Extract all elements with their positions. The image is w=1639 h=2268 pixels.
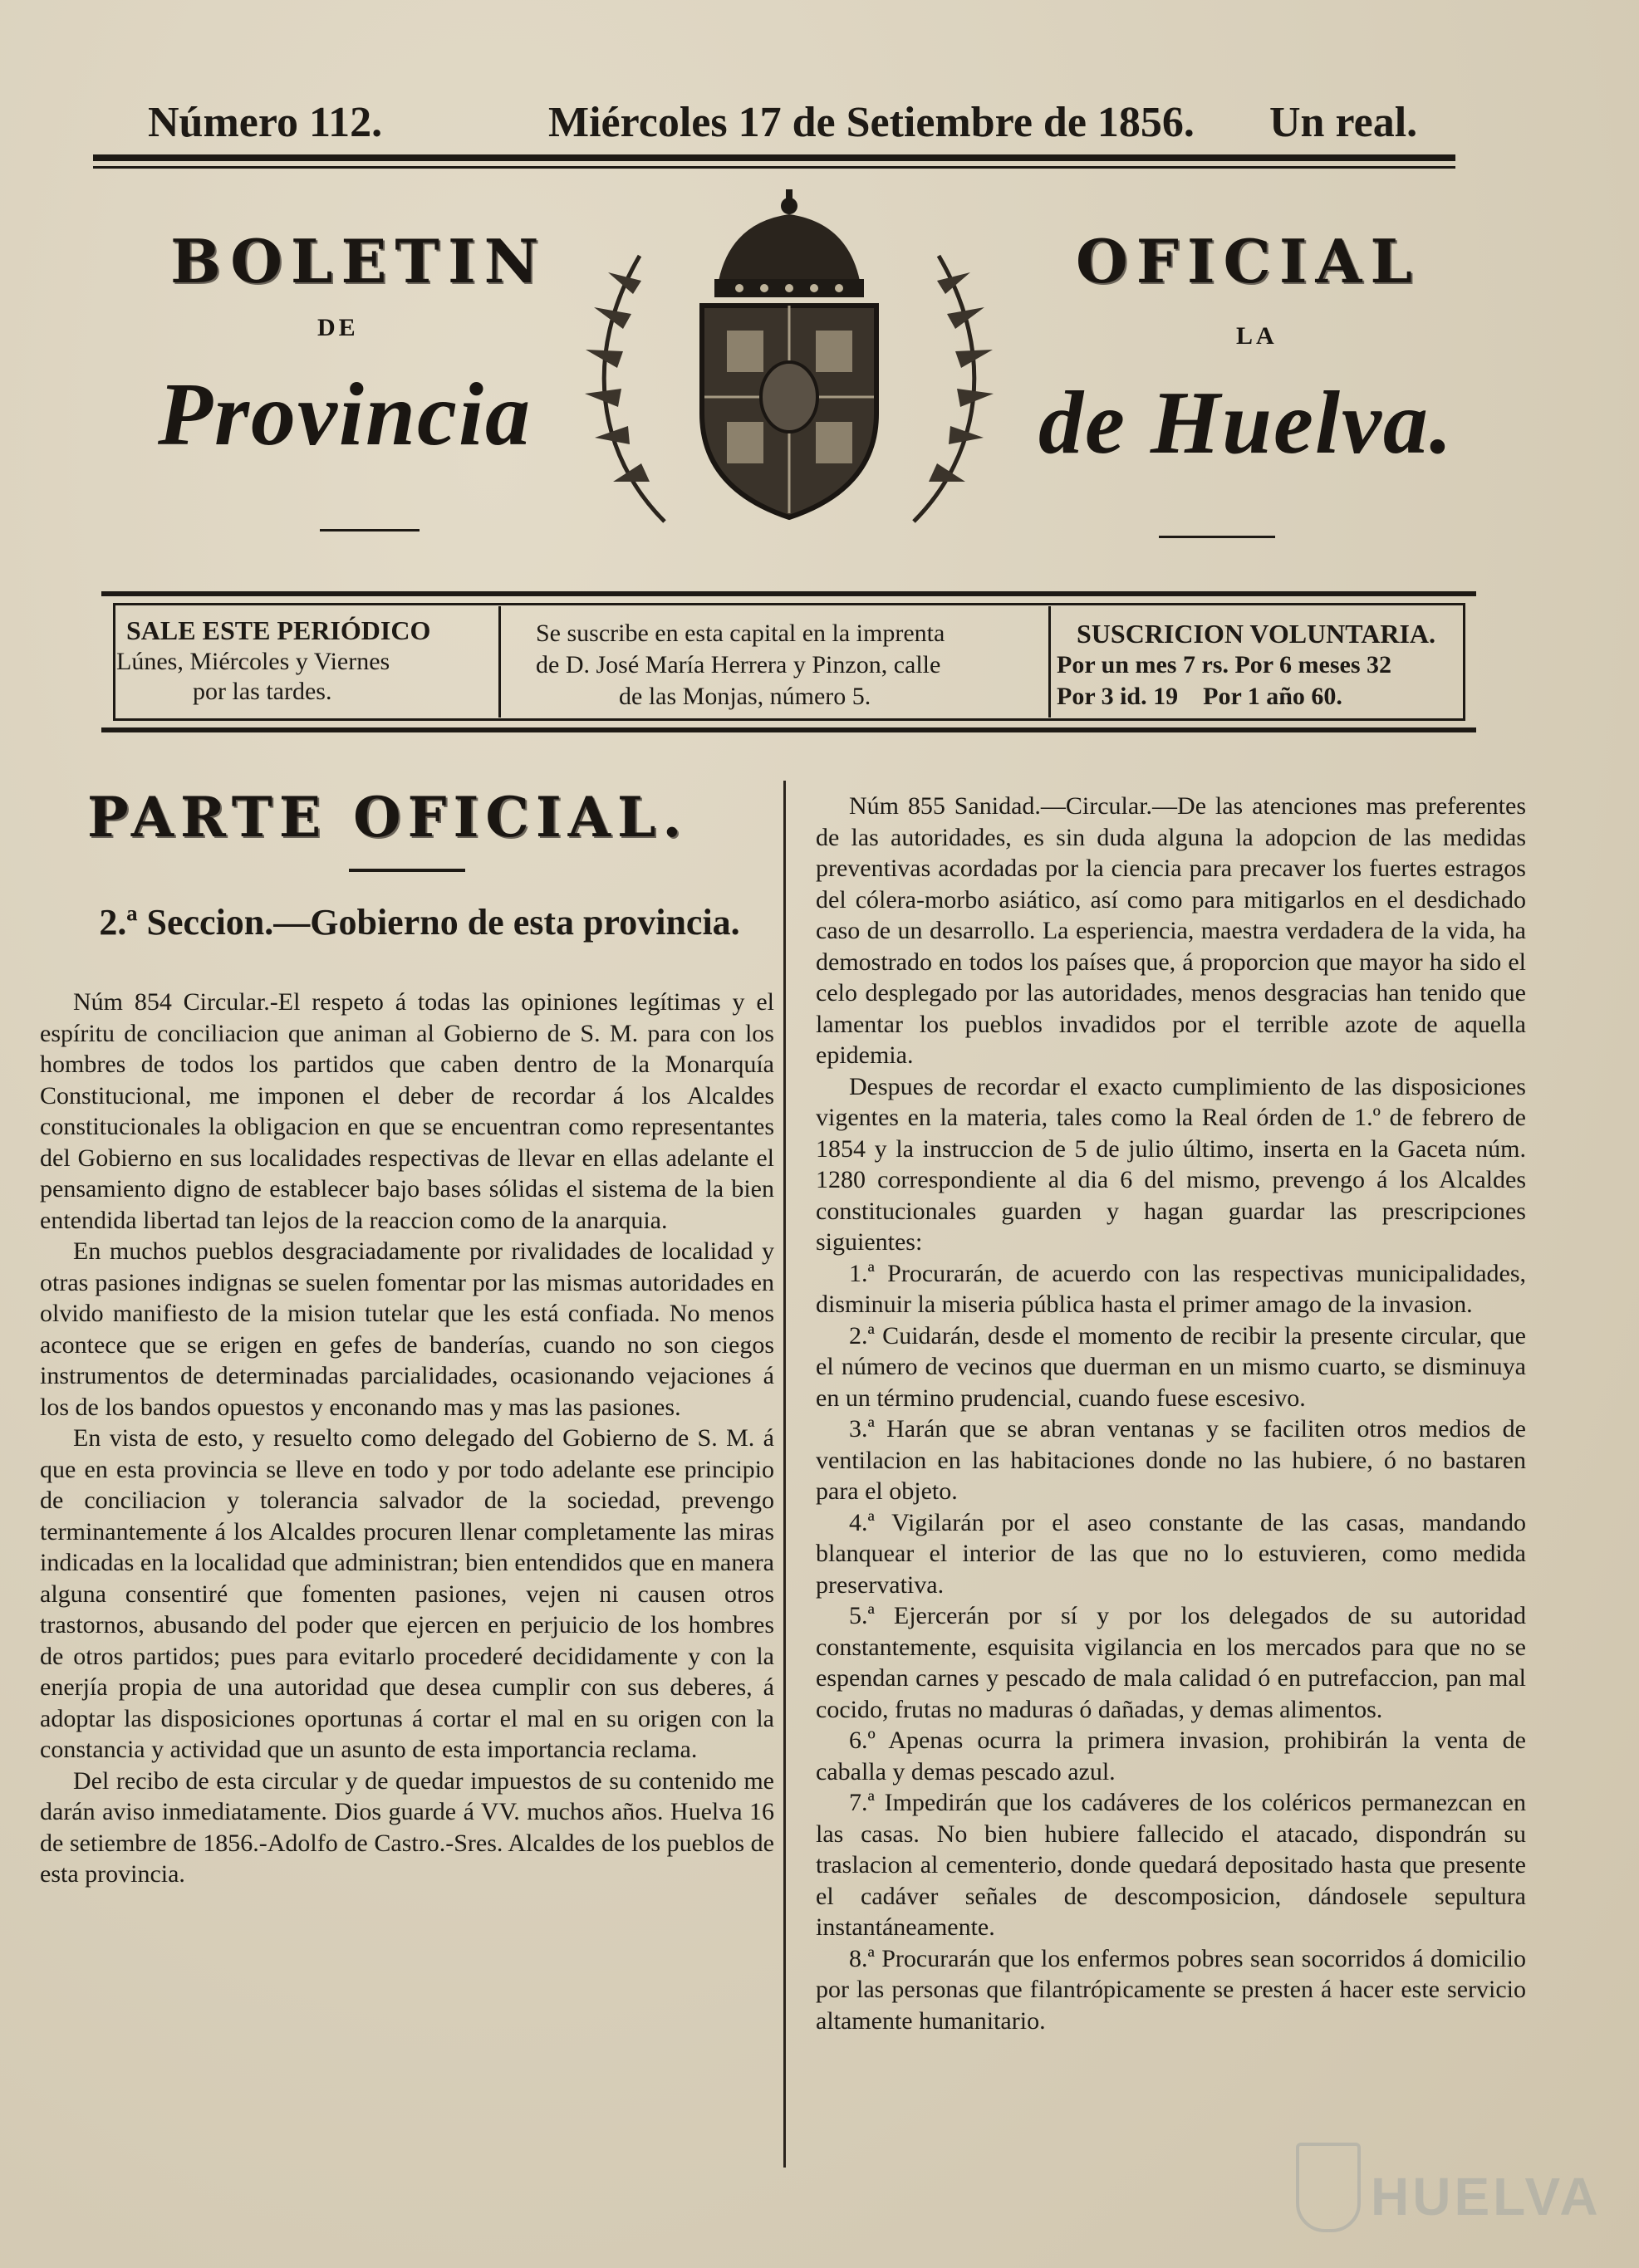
title-huelva: de Huelva. <box>1038 374 1454 473</box>
box-right-line1: Por un mes 7 rs. Por 6 meses 32 <box>1057 651 1392 678</box>
prescription-3: 3.ª Harán que se abran ventanas y se faciliten otros medios de ventilacion en las habitaciones donde no las hubiere, ó no bastaren para el objeto. <box>816 1415 1526 1505</box>
top-rule-thick <box>93 154 1455 161</box>
box-middle-line2: de D. José María Herrera y Pinzon, calle <box>536 651 941 678</box>
circular-854-p2: En muchos pueblos desgraciadamente por rivalidades de localidad y otras pasiones indignas se suelen fomentar por las mismas autoridades en olvido manifiesto de la mision tutelar que les está confiada. No menos acontece que se erigen en gefes de banderías, cuando no son ciegos instrumentos de determinadas parcialidades, ocasionando vejaciones á los de los bandos opuestos y enconando mas y mas las pasiones. <box>40 1237 774 1421</box>
box-left-line1: Lúnes, Miércoles y Viernes <box>116 648 390 675</box>
box-right-title: SUSCRICION VOLUNTARIA. <box>1077 619 1436 649</box>
circular-854-p3: En vista de esto, y resuelto como delegado del Gobierno de S. M. á que en esta provincia se lleve en todo y por todo adelante ese principio de conciliacion y tolerancia salvador de la sociedad, prevengo terminantemente á los Alcaldes procuren llenar completamente las miras indicadas en la localidad que administran; bien entendidos que en manera alguna consentiré que fomenten pasiones, vejen ni causen otros trastornos, abusando del poder que ejercen en perjuicio de los hombres de otros partidos; pues para evitarlo procederé decididamente y con la enerjía propia de una autoridad que desea cumplir con sus deberes, á adoptar las disposiciones oportunas á cortar el mal en su origen con la constancia y actividad que un asunto de esta importancia reclama. <box>40 1424 774 1763</box>
issue-price: Un real. <box>1269 99 1418 146</box>
circular-855-p1: Núm 855 Sanidad.—Circular.—De las atenciones mas preferentes de las autoridades, es sin duda alguna la adopcion de las medidas preventivas acordadas por la ciencia para precaver los fuertes estragos del cólera-morbo asiático, así como para mitigarlos en el desdichado caso de un desarrollo. La esperiencia, maestra verdadera de la vida, ha demostrado en todos los países que, á proporcion que mayor ha sido el celo desplegado por las autoridades, menos desgracias han tenido que lamentar los pueblos invadidos por el terrible azote de aquella epidemia. <box>816 792 1526 1069</box>
prescription-6: 6.º Apenas ocurra la primera invasion, prohibirán la venta de caballa y demas pescado azul. <box>816 1727 1526 1785</box>
top-rule-thin <box>93 166 1455 169</box>
section-heading: 2.ª Seccion.—Gobierno de esta provincia. <box>99 902 740 943</box>
prescription-4: 4.ª Vigilarán por el aseo constante de las casas, mandando blanquear el interior de las que no lo estuvieren, como medida preservativa. <box>816 1508 1526 1599</box>
flourish-left <box>320 529 420 531</box>
circular-854-p4: Del recibo de esta circular y de quedar impuestos de su contenido me darán aviso inmediatamente. Dios guarde á VV. muchos años. Huelva 16 de setiembre de 1856.-Adolfo de Castro.-Sres. Alcaldes de los pueblos de esta provincia. <box>40 1766 774 1888</box>
left-column-text <box>40 987 774 1890</box>
box-left-line2: por las tardes. <box>193 678 332 705</box>
prescription-5: 5.ª Ejercerán por sí y por los delegados de su autoridad constantemente, esquisita vigilancia en los mercados para que no se espendan carnes y pescado de mala calidad ó en putrefaccion, pan mal cocido, frutas no maduras ó dañadas, y demas alimentos. <box>816 1602 1526 1723</box>
issue-number: Número 112. <box>148 99 383 146</box>
column-divider <box>783 781 786 2168</box>
box-right-line2: Por 3 id. 19 Por 1 año 60. <box>1057 683 1342 710</box>
flourish-right <box>1159 536 1275 538</box>
issue-date: Miércoles 17 de Setiembre de 1856. <box>548 99 1195 146</box>
title-de: DE <box>317 314 359 341</box>
title-word-oficial: OFICIAL <box>1076 226 1421 296</box>
watermark-shield-icon <box>1296 2143 1361 2232</box>
prescription-2: 2.ª Cuidarán, desde el momento de recibir la presente circular, que el número de vecinos que duerman en un mismo cuarto, se disminuya en un término prudencial, cuando fuese escesivo. <box>816 1321 1526 1412</box>
prescription-1: 1.ª Procurarán, de acuerdo con las respectivas municipalidades, disminuir la miseria pública hasta el primer amago de la invasion. <box>816 1259 1526 1318</box>
box-middle-line1: Se suscribe en esta capital en la imprenta <box>536 620 945 647</box>
watermark-label: HUELVA <box>1371 2167 1602 2226</box>
title-word-boletin: BOLETIN <box>170 226 547 296</box>
prescription-8: 8.ª Procurarán que los enfermos pobres sean socorridos á domicilio por las personas que filantrópicamente se presten á hacer este servicio altamente humanitario. <box>816 1944 1526 2035</box>
circular-855-p2: Despues de recordar el exacto cumplimiento de las disposiciones vigentes en la materia, tales como la Real órden de 1.º de febrero de 1854 y la instruccion de 5 de julio último, inserta en la Gaceta núm. 1280 correspondiente al dia 6 del mismo, prevengo á los Alcaldes constitucionales guarden y hagan guardar las prescripciones siguientes: <box>816 1072 1526 1256</box>
prescription-7: 7.ª Impedirán que los cadáveres de los coléricos permanezcan en las casas. No bien hubiere fallecido el atacado, dispondrán su traslacion al cementerio, donde quedará depositado hasta que presente el cadáver señales de descomposicion, dándosele sepultura instantáneamente. <box>816 1789 1526 1941</box>
box-divider-2 <box>1048 606 1051 718</box>
watermark-huelva <box>1296 2143 1602 2242</box>
circular-854-p1: Núm 854 Circular.-El respeto á todas las opiniones legítimas y el espíritu de conciliacion que animan al Gobierno de S. M. para con los hombres de todos los partidos que caben dentro de la Monarquía Constitucional, me imponen el deber de recordar á los Alcaldes constitucionales la obligacion en que se encuentran como representantes del Gobierno en sus localidades respectivas de llevar en ellas adelante el pensamiento digno de establecer bajo bases sólidas el sistema de la bien entendida libertad tan lejos de la reaccion como de la anarquia. <box>40 988 774 1234</box>
box-middle-line3: de las Monjas, número 5. <box>619 683 871 710</box>
title-provincia: Provincia <box>158 365 532 464</box>
box-divider-1 <box>498 606 501 718</box>
heading-flourish <box>349 869 465 872</box>
box-left-title: SALE ESTE PERIÓDICO <box>126 615 431 645</box>
right-column-text <box>816 791 1526 2036</box>
title-la: LA <box>1236 322 1278 350</box>
parte-oficial-heading: PARTE OFICIAL. <box>87 785 689 850</box>
coat-of-arms-emblem <box>565 189 1013 538</box>
